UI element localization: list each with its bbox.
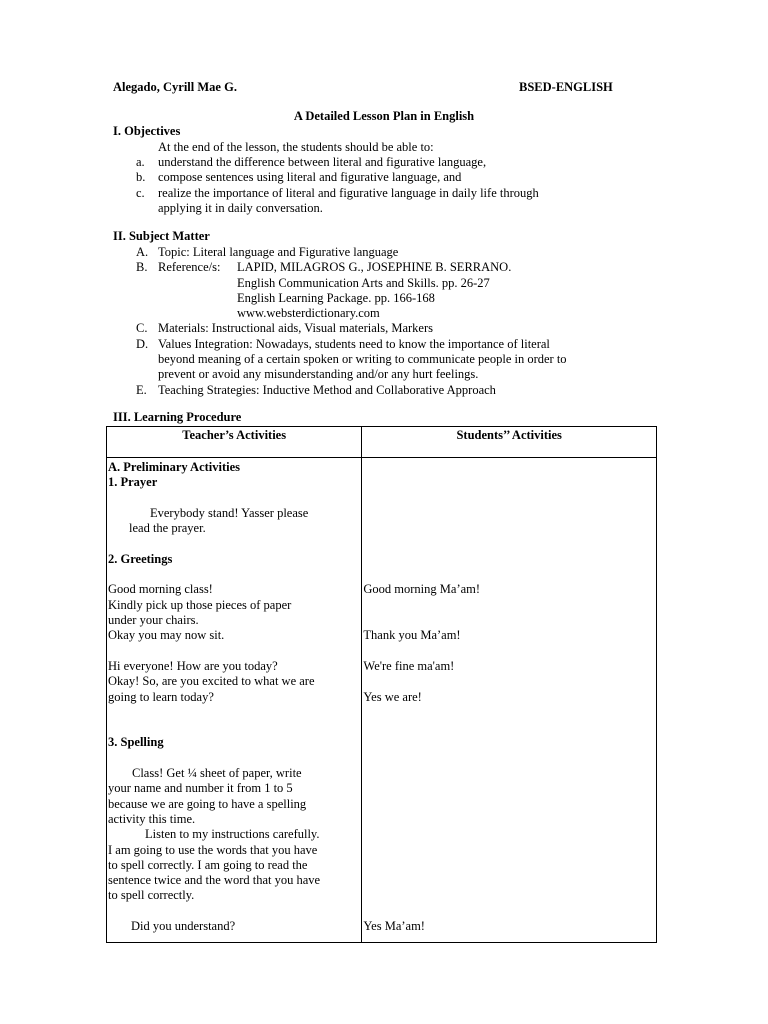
activities-table [106,426,657,943]
teacher-activity-line: Listen to my instructions carefully. [145,827,320,842]
teacher-activities-cell [108,458,360,942]
teacher-activities-header: Teacher’s Activities [107,427,362,458]
reference-line: www.websterdictionary.com [237,306,380,321]
values-text: beyond meaning of a certain spoken or writing to communicate people in order to [158,352,567,367]
teacher-activity-line: your name and number it from 1 to 5 [108,781,293,796]
activity-section-heading: 1. Prayer [108,475,158,490]
activity-section-heading: 3. Spelling [108,735,164,750]
teacher-activity-line: Class! Get ¼ sheet of paper, write [132,766,302,780]
list-marker: c. [136,185,145,200]
students-activities-header: Students’’ Activities [362,427,657,458]
table-row [107,458,657,943]
table-header-row [107,427,657,458]
objective-item [136,155,656,170]
student-response-line: We're fine ma'am! [363,658,455,673]
teacher-activity-line: activity this time. [108,811,196,826]
activity-section-heading: A. Preliminary Activities [108,460,241,474]
strategies-text: Teaching Strategies: Inductive Method and Collaborative Approach [158,382,496,397]
objective-text: realize the importance of literal and figurative language in daily life through [158,185,539,200]
teacher-activity-line: Kindly pick up those pieces of paper [108,597,292,612]
student-response-line: Thank you Ma’am! [363,628,461,643]
objective-text: understand the difference between literal and figurative language, [158,155,487,169]
teacher-activity-line: Okay you may now sit. [108,628,225,643]
subject-values [136,337,656,383]
subject-matter-list [136,245,656,398]
reference-label: Reference/s: [158,260,221,275]
list-marker: B. [136,260,148,275]
teacher-activity-line: Okay! So, are you excited to what we are [108,674,315,689]
values-text: Values Integration: Nowadays, students need to know the importance of literal [158,336,550,351]
subject-materials [136,321,656,336]
reference-line: LAPID, MILAGROS G., JOSEPHINE B. SERRANO. [237,260,512,275]
student-response-line: Good morning Ma’am! [363,582,481,597]
teacher-activity-line: Good morning class! [108,582,213,597]
student-response-line: Yes we are! [363,689,422,704]
objectives-list [136,155,656,216]
teacher-activity-line: I am going to use the words that you have [108,842,318,857]
teacher-activity-line: Hi everyone! How are you today? [108,658,278,673]
topic-text: Topic: Literal language and Figurative language [158,245,399,259]
activity-section-heading: 2. Greetings [108,551,173,566]
objective-text: compose sentences using literal and figurative language, and [158,170,462,185]
subject-matter-heading: II. Subject Matter [113,229,210,243]
students-activities-cell [363,458,655,942]
teacher-activity-line: going to learn today? [108,689,214,704]
teacher-activity-line: because we are going to have a spelling [108,796,307,811]
reference-line: English Learning Package. pp. 166-168 [237,290,435,305]
teacher-activity-line: lead the prayer. [129,521,206,536]
teacher-activity-line: Did you understand? [131,919,236,933]
teacher-activity-line: to spell correctly. [108,888,195,903]
subject-topic [136,245,656,260]
materials-text: Materials: Instructional aids, Visual materials, Markers [158,321,433,336]
objectives-heading: I. Objectives [113,124,181,138]
program-label: BSED-ENGLISH [519,80,613,94]
list-marker: b. [136,170,146,185]
student-response-line: Yes Ma’am! [363,919,425,933]
teacher-activity-line: under your chairs. [108,613,199,627]
list-marker: C. [136,321,148,336]
list-marker: D. [136,336,149,351]
subject-strategies [136,383,656,398]
learning-procedure-heading: III. Learning Procedure [113,410,242,424]
objective-text-continued: applying it in daily conversation. [158,200,323,215]
list-marker: a. [136,155,145,169]
teacher-activity-line: to spell correctly. I am going to read the [108,857,308,872]
reference-line: English Communication Arts and Skills. pp. 26-27 [237,275,490,290]
objective-item [136,170,656,185]
document-title: A Detailed Lesson Plan in English [293,109,475,123]
teacher-activity-line: sentence twice and the word that you have [108,873,321,888]
teacher-activity-line: Everybody stand! Yasser please [150,505,309,520]
student-name: Alegado, Cyrill Mae G. [113,80,237,94]
list-marker: E. [136,382,147,397]
objective-item [136,186,656,217]
values-text: prevent or avoid any misunderstanding and/or any hurt feelings. [158,367,479,382]
list-marker: A. [136,245,149,259]
objectives-intro: At the end of the lesson, the students should be able to: [158,140,434,154]
subject-reference [136,260,656,321]
